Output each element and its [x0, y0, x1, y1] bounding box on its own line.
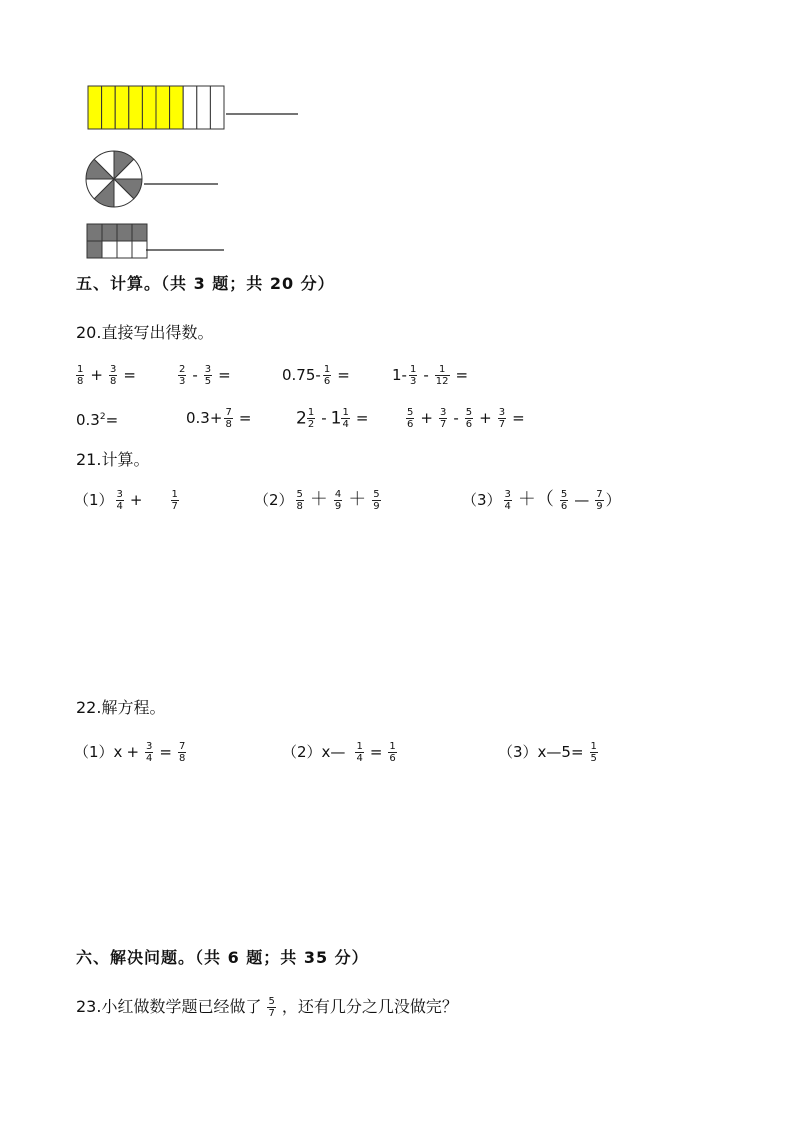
fraction: $\frac{3}{4}$ — [116, 489, 123, 512]
q20-item-8: $\frac{5}{6}$ + $\frac{3}{7}$ - $\frac{5}{6}$ + $\frac{3}{7}$ = — [407, 407, 525, 430]
q21-problem-2: （2） $\frac{5}{8}$ ＋ $\frac{4}{9}$ ＋ $\frac{5}{9}$ — [254, 489, 380, 512]
q20-item-2: $\frac{2}{3}$ - $\frac{3}{5}$ = — [179, 364, 231, 387]
q20-item-7: 2 $\frac{1}{2}$ - 1 $\frac{1}{4}$ = — [296, 407, 369, 430]
bar-cell — [197, 86, 211, 129]
q20-title: 20.直接写出得数。 — [76, 323, 214, 342]
fraction: $\frac{3}{4}$ — [504, 489, 511, 512]
fraction: $\frac{5}{6}$ — [465, 407, 473, 430]
fraction: $\frac{1}{6}$ — [323, 364, 331, 387]
grid-cell — [132, 241, 147, 258]
grid-cell-shaded — [87, 241, 102, 258]
bar-cell-shaded — [156, 86, 170, 129]
q22-problem-3: （3）x—5= $\frac{1}{5}$ — [498, 741, 597, 764]
bar-cell-shaded — [170, 86, 184, 129]
fraction: $\frac{7}{8}$ — [178, 741, 186, 764]
fraction: $\frac{1}{12}$ — [435, 364, 449, 387]
q21-problem-3: （3） $\frac{3}{4}$ ＋（ $\frac{5}{6}$ — $\frac{7}{9}$ ） — [462, 489, 621, 512]
q20-item-3: 0.75- $\frac{1}{6}$ = — [282, 364, 350, 387]
q22-title: 22.解方程。 — [76, 698, 166, 717]
fraction: $\frac{1}{3}$ — [409, 364, 417, 387]
fraction: $\frac{7}{9}$ — [596, 489, 603, 512]
fraction: $\frac{5}{9}$ — [373, 489, 380, 512]
q22-problem-2: （2）x— $\frac{1}{4}$ = $\frac{1}{6}$ — [282, 741, 396, 764]
q20-item-4: 1- $\frac{1}{3}$ - $\frac{1}{12}$ = — [392, 364, 469, 387]
bar-cell — [183, 86, 197, 129]
fraction: $\frac{3}{7}$ — [439, 407, 447, 430]
fraction: $\frac{3}{8}$ — [109, 364, 117, 387]
grid-cell — [117, 241, 132, 258]
fraction: $\frac{1}{8}$ — [77, 364, 84, 387]
bar-cell — [210, 86, 224, 129]
shaded-circle-figure — [84, 148, 224, 214]
grid-cell-shaded — [102, 224, 117, 241]
fraction: $\frac{3}{5}$ — [204, 364, 212, 387]
fraction: $\frac{1}{4}$ — [356, 741, 363, 764]
fraction: $\frac{1}{5}$ — [590, 741, 597, 764]
fraction: $\frac{1}{6}$ — [389, 741, 396, 764]
fraction: $\frac{5}{6}$ — [407, 407, 414, 430]
fraction: $\frac{4}{9}$ — [334, 489, 342, 512]
fraction: $\frac{5}{8}$ — [296, 489, 303, 512]
fraction: $\frac{3}{4}$ — [146, 741, 153, 764]
grid-cell-shaded — [87, 224, 102, 241]
fraction: $\frac{1}{7}$ — [171, 489, 178, 512]
fraction: $\frac{3}{7}$ — [498, 407, 506, 430]
fraction: $\frac{5}{6}$ — [560, 489, 568, 512]
q22-problem-1: （1）x + $\frac{3}{4}$ = $\frac{7}{8}$ — [74, 741, 186, 764]
q20-item-1: $\frac{1}{8}$ + $\frac{3}{8}$ = — [77, 364, 136, 387]
bar-cell-shaded — [129, 86, 143, 129]
grid-cell-shaded — [117, 224, 132, 241]
grid-cell-shaded — [132, 224, 147, 241]
grid-cell — [102, 241, 117, 258]
shaded-grid-figure — [86, 222, 228, 262]
fraction: $\frac{1}{4}$ — [342, 407, 349, 430]
fraction: $\frac{5}{7}$ — [268, 996, 275, 1019]
q20-item-6: 0.3+ $\frac{7}{8}$ = — [186, 407, 252, 430]
fraction: $\frac{7}{8}$ — [225, 407, 232, 430]
shaded-bar-figure — [86, 84, 302, 132]
q20-item-5: $0.3^2=$ — [76, 411, 119, 429]
bar-cell-shaded — [88, 86, 102, 129]
q21-title: 21.计算。 — [76, 450, 150, 469]
bar-cell-shaded — [142, 86, 156, 129]
bar-cell-shaded — [102, 86, 116, 129]
section-6-title: 六、解决问题。（共 6 题；共 35 分） — [76, 948, 369, 967]
bar-cell-shaded — [115, 86, 129, 129]
fraction: $\frac{1}{2}$ — [307, 407, 315, 430]
fraction: $\frac{2}{3}$ — [179, 364, 186, 387]
q23-question: 23.小红做数学题已经做了 $\frac{5}{7}$ ，还有几分之几没做完？ — [76, 996, 458, 1019]
section-5-title: 五、计算。（共 3 题；共 20 分） — [76, 274, 335, 293]
q21-problem-1: （1） $\frac{3}{4}$ + $\frac{1}{7}$ — [74, 489, 178, 512]
